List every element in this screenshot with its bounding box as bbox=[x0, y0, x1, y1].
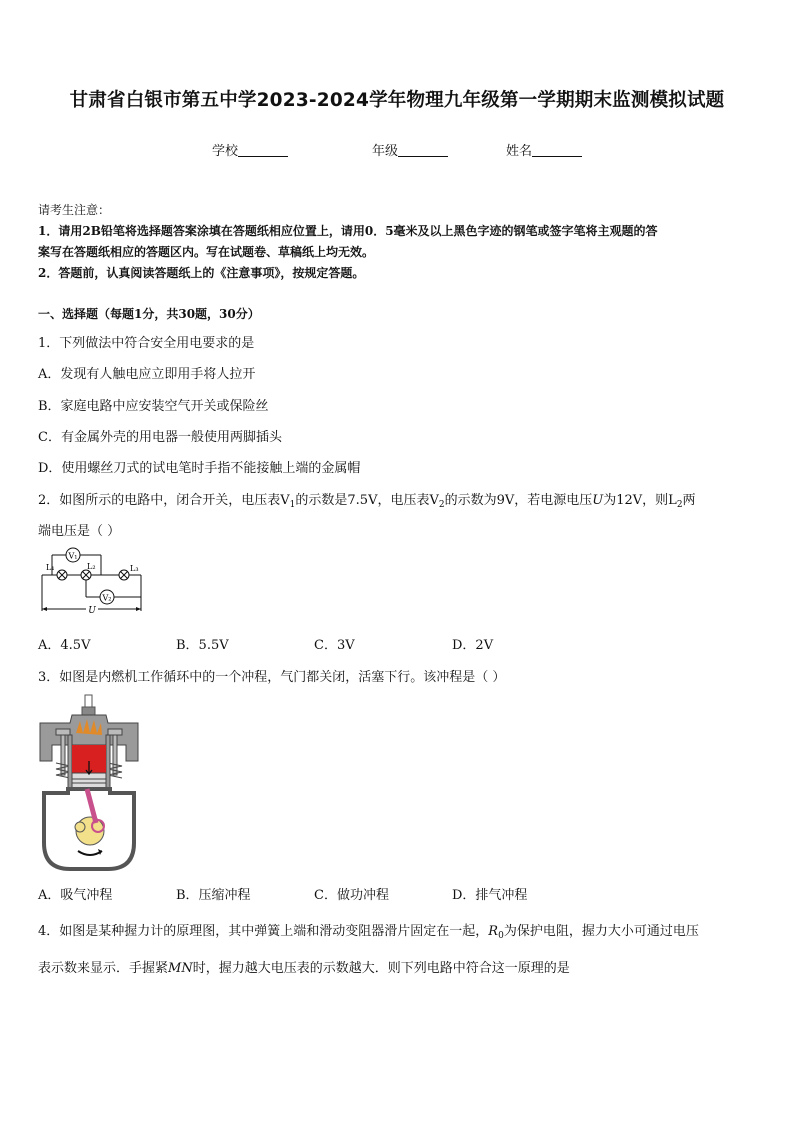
q3-stem: 3．如图是内燃机工作循环中的一个冲程，气门都关闭，活塞下行。该冲程是（ ） bbox=[38, 670, 506, 685]
page-title: 甘肃省白银市第五中学2023-2024学年物理九年级第一学期期末监测模拟试题 bbox=[69, 90, 725, 111]
q3-option-d: D．排气冲程 bbox=[452, 888, 528, 903]
q1-option-d: D．使用螺丝刀式的试电笔时手指不能接触上端的金属帽 bbox=[38, 461, 361, 476]
grade-field bbox=[372, 140, 448, 159]
q2-stem-line1: 2．如图所示的电路中，闭合开关，电压表$V_1$的示数是7.5V，电压表$V_2$的示数为9V，若电源电压U为12V，则$L_2$两 bbox=[38, 493, 696, 510]
q2-option-d: D．2V bbox=[452, 638, 494, 653]
notice-item2: 2．答题前，认真阅读答题纸上的《注意事项》，按规定答题。 bbox=[38, 266, 365, 280]
school-blank[interactable] bbox=[238, 144, 288, 157]
lamp-l2-icon bbox=[81, 570, 91, 580]
q1-option-b: B．家庭电路中应安装空气开关或保险丝 bbox=[38, 399, 269, 414]
spark-plug-icon bbox=[82, 695, 95, 715]
q1-option-a: A．发现有人触电应立即用手将人拉开 bbox=[38, 367, 256, 382]
lamp-l1-icon bbox=[57, 570, 67, 580]
lamp-l3-icon bbox=[119, 570, 129, 580]
q3-engine-diagram bbox=[38, 693, 140, 873]
q3-option-b: B．压缩冲程 bbox=[176, 888, 251, 903]
school-field bbox=[212, 140, 288, 159]
name-label: 姓名 bbox=[506, 144, 533, 159]
q4-stem-line2: 表示数来显示．手握紧MN时，握力越大电压表的示数越大．则下列电路中符合这一原理的是 bbox=[38, 961, 570, 976]
l2-label: L₂ bbox=[87, 562, 96, 571]
v1-label: V₁ bbox=[68, 551, 78, 561]
grade-label: 年级 bbox=[372, 144, 399, 159]
notice-item1-line2: 案写在答题纸相应的答题区内。写在试题卷、草稿纸上均无效。 bbox=[38, 245, 375, 259]
name-field bbox=[506, 140, 582, 159]
u-label: U bbox=[88, 606, 96, 616]
q2-stem-line2: 端电压是（ ） bbox=[38, 524, 121, 539]
q2-option-a: A．4.5V bbox=[38, 638, 91, 653]
notice-item1-line1: 1．请用2B铅笔将选择题答案涂填在答题纸相应位置上，请用0．5毫米及以上黑色字迹的钢笔或签字笔将主观题的答 bbox=[38, 224, 658, 238]
grade-blank[interactable] bbox=[398, 144, 448, 157]
notice-heading: 请考生注意： bbox=[38, 203, 111, 217]
q1-option-c: C．有金属外壳的用电器一般使用两脚插头 bbox=[38, 430, 282, 445]
name-blank[interactable] bbox=[532, 144, 582, 157]
q3-option-a: A．吸气冲程 bbox=[38, 888, 113, 903]
school-label: 学校 bbox=[212, 144, 239, 159]
l3-label: L₃ bbox=[130, 564, 139, 573]
q2-option-b: B．5.5V bbox=[176, 638, 229, 653]
section-heading: 一、选择题（每题1分，共30题，30分） bbox=[38, 307, 260, 321]
q2-circuit-diagram bbox=[38, 545, 146, 619]
q1-stem: 1．下列做法中符合安全用电要求的是 bbox=[38, 336, 255, 351]
l1-label: L₁ bbox=[46, 563, 55, 572]
v2-label: V₂ bbox=[102, 593, 112, 603]
q3-option-c: C．做功冲程 bbox=[314, 888, 389, 903]
q4-stem-line1: 4．如图是某种握力计的原理图，其中弹簧上端和滑动变阻器滑片固定在一起，$R_0$为保护电阻，握力大小可通过电压 bbox=[38, 924, 699, 941]
q2-option-c: C．3V bbox=[314, 638, 355, 653]
